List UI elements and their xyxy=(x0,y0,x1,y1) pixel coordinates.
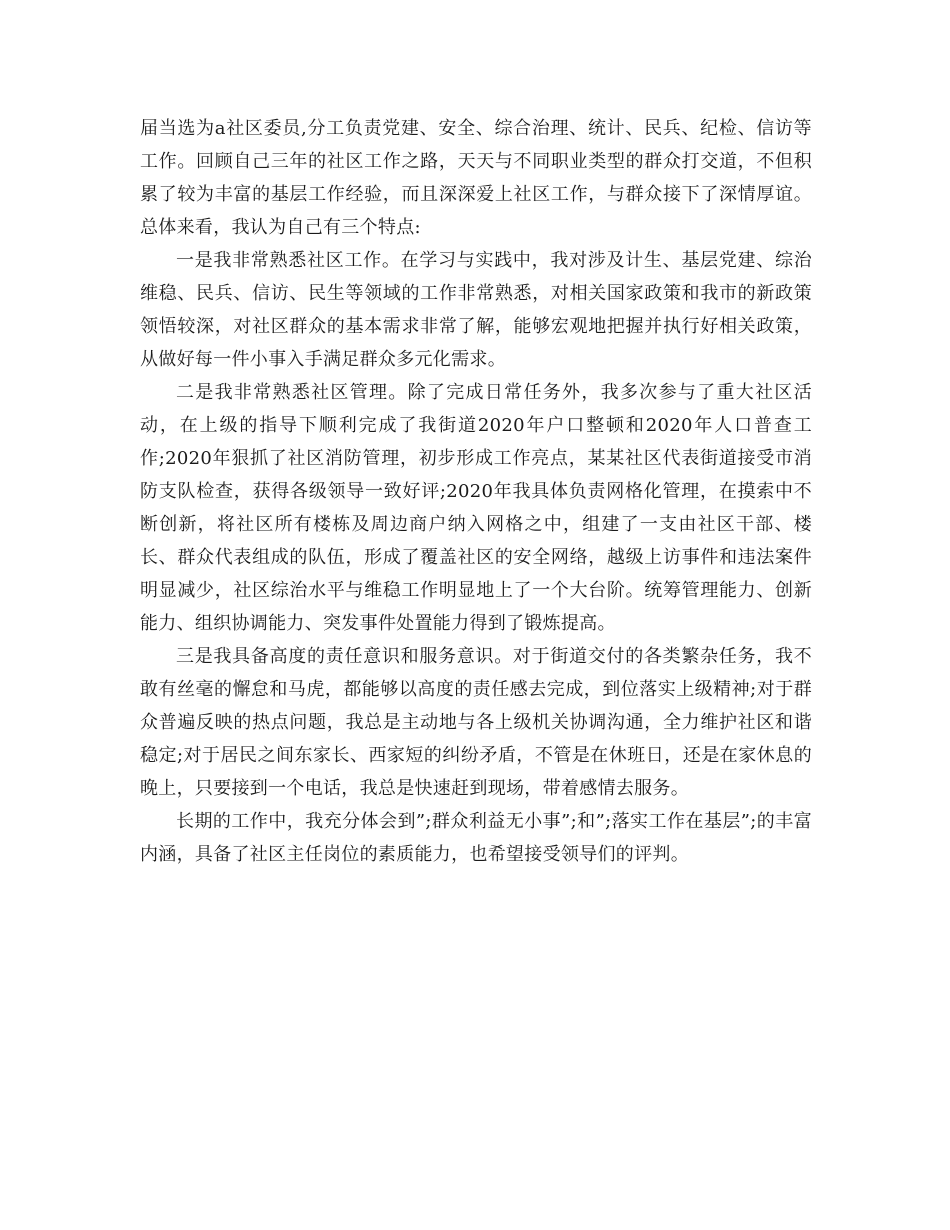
paragraph-trait-one: 一是我非常熟悉社区工作。在学习与实践中，我对涉及计生、基层党建、综治维稳、民兵、信访、民生等领域的工作非常熟悉，对相关国家政策和我市的新政策领悟较深，对社区群众的基本需求非常了解，能够宏观地把握并执行好相关政策，从做好每一件小事入手满足群众多元化需求。 xyxy=(140,250,812,370)
document-page xyxy=(140,112,812,871)
paragraph-continuation: 届当选为a社区委员,分工负责党建、安全、综合治理、统计、民兵、纪检、信访等工作。回顾自己三年的社区工作之路，天天与不同职业类型的群众打交道，不但积累了较为丰富的基层工作经验，而且深深爱上社区工作，与群众接下了深情厚谊。总体来看，我认为自己有三个特点: xyxy=(140,118,812,238)
paragraph-trait-three: 三是我具备高度的责任意识和服务意识。对于街道交付的各类繁杂任务，我不敢有丝毫的懈怠和马虎，都能够以高度的责任感去完成，到位落实上级精神;对于群众普遍反映的热点问题，我总是主动地与各上级机关协调沟通，全力维护社区和谐稳定;对于居民之间东家长、西家短的纠纷矛盾，不管是在休班日，还是在家休息的晚上，只要接到一个电话，我总是快速赶到现场，带着感情去服务。 xyxy=(140,646,812,799)
paragraph-trait-two: 二是我非常熟悉社区管理。除了完成日常任务外，我多次参与了重大社区活动，在上级的指导下顺利完成了我街道2020年户口整顿和2020年人口普查工作;2020年狠抓了社区消防管理，初步形成工作亮点，某某社区代表街道接受市消防支队检查，获得各级领导一致好评;2020年我具体负责网格化管理，在摸索中不断创新，将社区所有楼栋及周边商户纳入网格之中，组建了一支由社区干部、楼长、群众代表组成的队伍，形成了覆盖社区的安全网络，越级上访事件和违法案件明显减少，社区综治水平与维稳工作明显地上了一个大台阶。统筹管理能力、创新能力、组织协调能力、突发事件处置能力得到了锻炼提高。 xyxy=(140,382,812,634)
paragraph-conclusion: 长期的工作中，我充分体会到”;群众利益无小事”;和”;落实工作在基层”;的丰富内涵，具备了社区主任岗位的素质能力，也希望接受领导们的评判。 xyxy=(140,811,812,865)
